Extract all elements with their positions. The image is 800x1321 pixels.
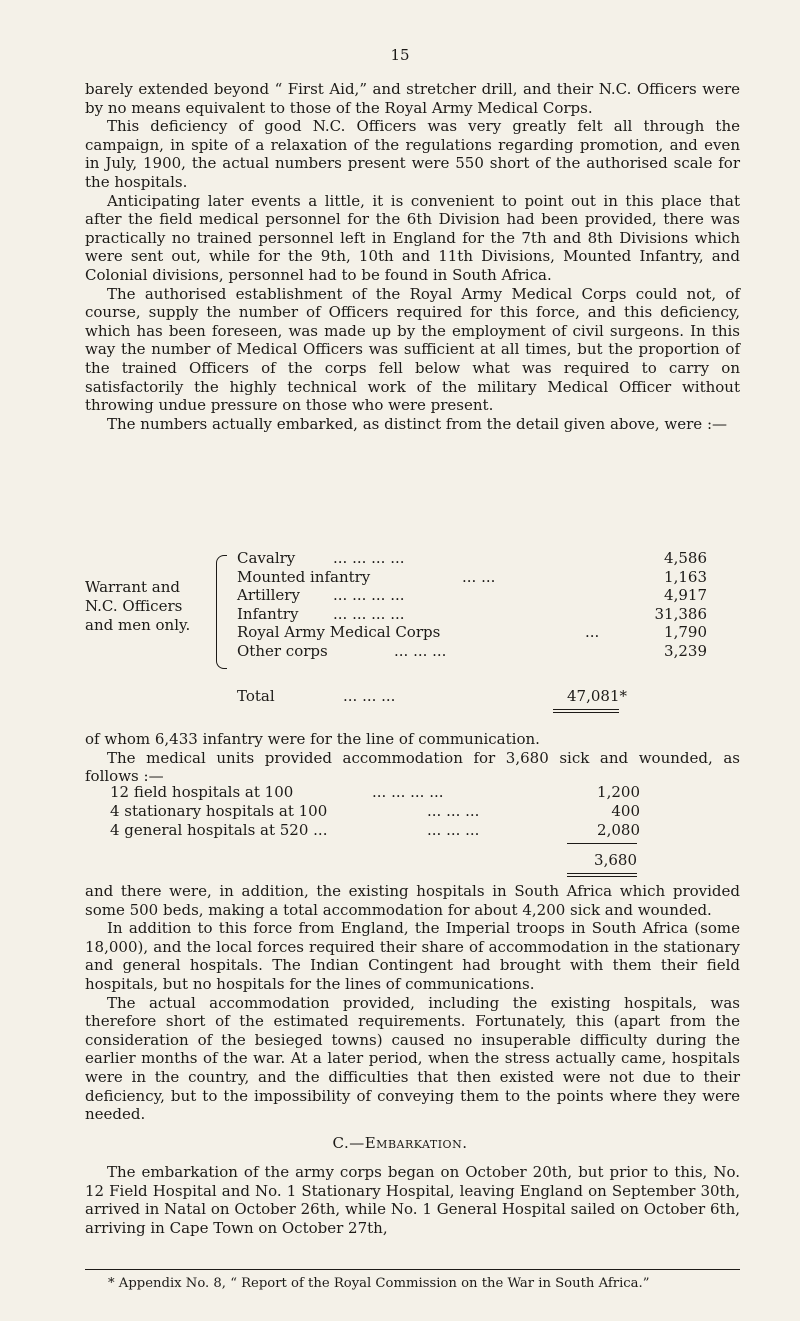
embarkation-text xyxy=(85,1163,740,1237)
middle-text xyxy=(85,730,740,786)
table-row xyxy=(110,783,640,802)
row-label: Royal Army Medical Corps xyxy=(237,623,441,642)
lower-text xyxy=(85,882,740,1124)
section-heading xyxy=(0,1134,800,1152)
leader-dots: ... ... ... xyxy=(343,687,396,705)
leader-dots: ... ... xyxy=(462,567,496,586)
table-row xyxy=(237,549,707,568)
row-value: 4,917 xyxy=(664,586,707,605)
paragraph: In addition to this force from England, the Imperial troops in South Africa (some 18,000), and the local forces required their share of accommodation in the stationary and general hospitals. The Indian Contingent had brought with them their field hospitals, but no hospitals for the lines of communications. xyxy=(85,919,740,993)
footnote-text: Appendix No. 8, “ Report of the Royal Commission on the War in South Africa.” xyxy=(118,1276,650,1291)
footnote-marker: * xyxy=(619,687,627,705)
leader-dots: ... ... ... ... xyxy=(333,586,405,605)
double-rule xyxy=(553,709,619,713)
total-number: 47,081 xyxy=(567,687,620,705)
hospitals-table xyxy=(110,783,640,840)
row-value: 1,790 xyxy=(664,623,707,642)
table-row xyxy=(110,821,640,840)
troops-total xyxy=(237,687,627,719)
double-rule xyxy=(567,873,637,877)
paragraph: barely extended beyond “ First Aid,” and stretcher drill, and their N.C. Officers were by no means equivalent to those of the Royal Army Medical Corps. xyxy=(85,80,740,117)
row-label: Infantry xyxy=(237,604,299,623)
footnote xyxy=(108,1276,748,1291)
leader-dots: ... xyxy=(585,623,600,642)
paragraph: The embarkation of the army corps began on October 20th, but prior to this, No. 12 Field Hospital and No. 1 Stationary Hospital, leaving England on September 30th, arrived in Natal on October 26th, while No. 1 General Hospital sailed on October 6th, arriving in Cape Town on October 27th, xyxy=(85,1163,740,1237)
paragraph: The medical units provided accommodation for 3,680 sick and wounded, as follows :— xyxy=(85,748,740,786)
table-row xyxy=(237,568,707,587)
leader-dots: ... ... ... ... xyxy=(372,783,444,801)
row-value: 400 xyxy=(611,802,640,820)
table-row xyxy=(237,623,707,642)
section-letter: C.— xyxy=(332,1134,365,1152)
paragraph: of whom 6,433 infantry were for the line of communication. xyxy=(85,730,540,748)
leader-dots: ... ... ... ... xyxy=(333,549,405,567)
row-label: Mounted infantry xyxy=(237,567,371,586)
page-number: 15 xyxy=(390,46,410,64)
row-value: 1,200 xyxy=(597,783,640,801)
brace xyxy=(216,555,227,669)
row-value: 1,163 xyxy=(664,567,707,586)
row-label: Artillery xyxy=(237,586,300,605)
table-row xyxy=(110,802,640,821)
table-row xyxy=(237,586,707,605)
paragraph: The numbers actually embarked, as distinct from the detail given above, were :— xyxy=(107,414,728,433)
row-label: 4 stationary hospitals at 100 xyxy=(110,802,328,820)
sum-rule xyxy=(567,843,637,844)
row-value: 3,239 xyxy=(664,641,707,660)
leader-dots: ... ... ... xyxy=(427,802,480,820)
row-label: Other corps xyxy=(237,641,328,660)
hospitals-total: 3,680 xyxy=(594,851,637,869)
total-label: Total xyxy=(237,687,275,705)
troops-rows xyxy=(237,549,707,661)
table-row xyxy=(237,605,707,624)
leader-dots: ... ... ... ... xyxy=(333,604,405,623)
total-value xyxy=(567,687,627,705)
paragraph: and there were, in addition, the existing hospitals in South Africa which provided some 500 beds, making a total accommodation for about 4,200 sick and wounded. xyxy=(85,882,740,919)
group-label: Warrant and N.C. Officers and men only. xyxy=(85,578,191,634)
paragraph: Anticipating later events a little, it is convenient to point out in this place that after the field medical personnel for the 6th Division had been provided, there was practically no trained personnel left in England for the 7th and 8th Divisions which were sent out, while for the 9th, 10th and 11th Divisions, Mounted Infantry, and Colonial divisions, personnel had to be found in South Africa. xyxy=(85,191,740,284)
leader-dots: ... ... ... xyxy=(394,641,447,660)
table-row xyxy=(237,642,707,661)
section-title: Embarkation. xyxy=(364,1134,468,1152)
row-value: 2,080 xyxy=(597,821,640,839)
footnote-mark: * xyxy=(108,1276,115,1291)
row-label: 12 field hospitals at 100 xyxy=(110,783,294,801)
row-label: 4 general hospitals at 520 ... xyxy=(110,821,328,839)
troops-table xyxy=(85,549,745,679)
intro-text xyxy=(85,80,740,433)
row-value: 31,386 xyxy=(654,604,707,623)
paragraph: The actual accommodation provided, including the existing hospitals, was therefore short of the estimated requirements. Fortunately, this (apart from the consideration of the besieged towns) caused no insuperable difficulty during the earlier months of the war. At a later period, when the stress actually came, hospitals were in the country, and the difficulties that then existed were not due to their deficiency, but to the impossibility of conveying them to the points where they were needed. xyxy=(85,993,740,1124)
row-label: Cavalry xyxy=(237,549,296,567)
paragraph: This deficiency of good N.C. Officers was very greatly felt all through the campaign, in spite of a relaxation of the regulations regarding promotion, and even in July, 1900, the actual numbers present were 550 short of the authorised scale for the hospitals. xyxy=(85,117,740,191)
leader-dots: ... ... ... xyxy=(427,821,480,839)
paragraph: The authorised establishment of the Royal Army Medical Corps could not, of course, supply the number of Officers required for this force, and this deficiency, which has been foreseen, was made up by the employment of civil surgeons. In this way the number of Medical Officers was sufficient at all times, but the proportion of the trained Officers of the corps fell below what was required to carry on satisfactorily the highly technical work of the military Medical Officer without throwing undue pressure on those who were present. xyxy=(85,284,740,415)
footnote-rule xyxy=(85,1269,740,1270)
row-value: 4,586 xyxy=(664,549,707,567)
